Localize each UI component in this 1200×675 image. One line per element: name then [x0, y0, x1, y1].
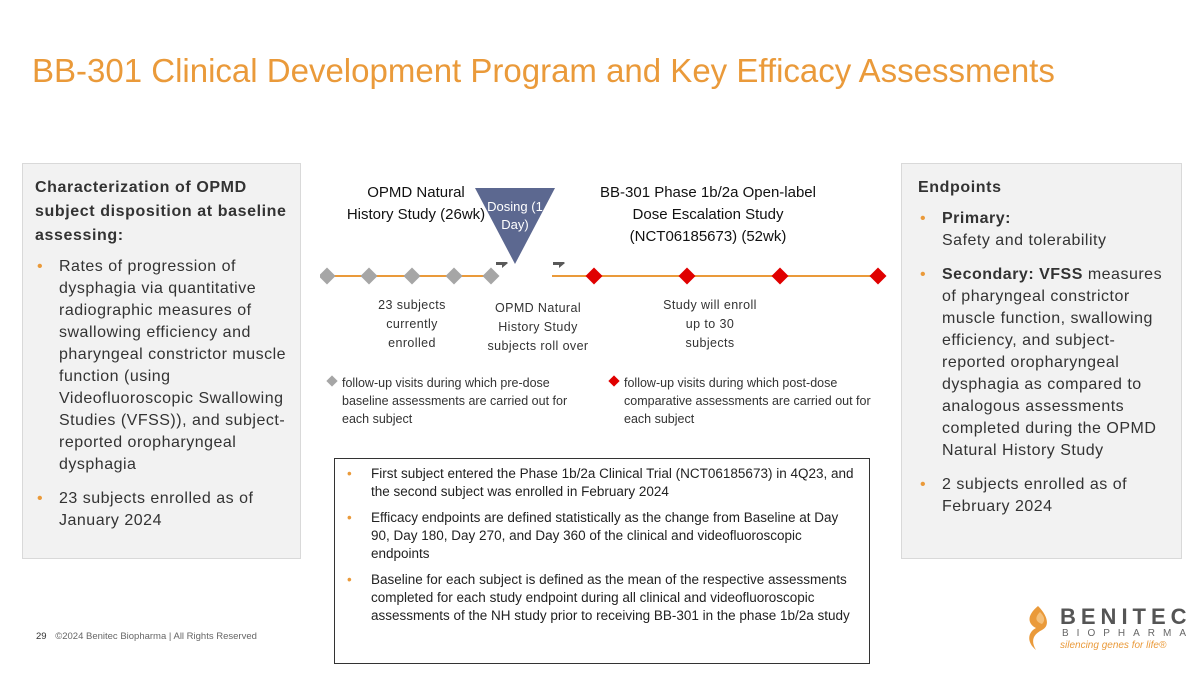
- bullet-icon: •: [37, 258, 44, 275]
- pre-dose-marker: [361, 268, 378, 285]
- timeline: [320, 262, 890, 294]
- post-dose-marker: [586, 268, 603, 285]
- legend-pre-dose: follow-up visits during which pre-dose baseline assessments are carried out for each subject: [334, 374, 594, 428]
- bullet-icon: •: [920, 210, 927, 227]
- gray-diamond-icon: [326, 375, 338, 387]
- bullet-icon: •: [920, 476, 927, 493]
- pre-dose-marker: [446, 268, 463, 285]
- copyright: ©2024 Benitec Biopharma | All Rights Reserved: [55, 631, 257, 642]
- bullet-icon: •: [347, 572, 352, 587]
- list-item: • First subject entered the Phase 1b/2a Clinical Trial (NCT06185673) in 4Q23, and the second subject was enrolled in February 2024: [347, 466, 854, 499]
- logo-name: BENITEC: [1060, 604, 1192, 629]
- pre-dose-marker: [483, 268, 500, 285]
- notes-box: [334, 458, 870, 664]
- pre-dose-marker: [404, 268, 421, 285]
- list-item: • 23 subjects enrolled as of January 2024: [37, 490, 254, 529]
- list-item: • Efficacy endpoints are defined statistically as the change from Baseline at Day 90, Day 180, Day 270, and Day 360 of the clinical and videofluoroscopic endpoints: [347, 510, 839, 561]
- arrow-icons: [496, 262, 565, 268]
- benitec-logo: [1018, 604, 1195, 654]
- page-title: BB-301 Clinical Development Program and Key Efficacy Assessments: [32, 52, 1055, 89]
- bullet-icon: •: [347, 466, 352, 481]
- legend-post-dose: follow-up visits during which post-dose comparative assessments are carried out for each subject: [616, 374, 878, 428]
- baseline-characterization-panel: [22, 163, 301, 559]
- bb301-study-title: BB-301 Phase 1b/2a Open-label Dose Escalation Study (NCT06185673) (52wk): [600, 184, 816, 245]
- dosing-label: Dosing (1 Day): [487, 199, 543, 232]
- opmd-study-title: OPMD Natural History Study (26wk): [346, 184, 486, 223]
- logo-subtitle: BIOPHARMA: [1062, 628, 1195, 639]
- arrow-right-icon: [496, 262, 508, 268]
- list-item: • Baseline for each subject is defined as the mean of the respective assessments completed for each study endpoint during all clinical and videofluoroscopic assessments of the NH study prior to receiving BB-301 in the phase 1b/2a study: [347, 572, 850, 623]
- enrolled-label: 23 subjects currently enrolled: [378, 298, 446, 350]
- footer: [36, 631, 257, 642]
- list-item: • Rates of progression of dysphagia via quantitative radiographic measures of swallowing efficiency and pharyngeal constrictor muscle function (using Videofluoroscopic Swallowing Studies (VFSS)), and subject-reported oropharyngeal dysphagia: [37, 258, 287, 473]
- rollover-label: OPMD Natural History Study subjects roll over: [487, 301, 589, 353]
- post-dose-marker: [870, 268, 887, 285]
- left-panel-heading: Characterization of OPMD subject disposition at baseline assessing:: [35, 179, 287, 244]
- list-item: • 2 subjects enrolled as of February 2024: [920, 476, 1128, 515]
- list-item: • Primary: Safety and tolerability: [920, 210, 1107, 249]
- logo-tagline: silencing genes for life®: [1060, 640, 1167, 651]
- flame-logo-icon: [1020, 604, 1054, 652]
- enroll-up-label: Study will enroll up to 30 subjects: [663, 298, 757, 350]
- page-number: 29: [36, 631, 47, 642]
- endpoints-heading: Endpoints: [918, 179, 1002, 196]
- bullet-icon: •: [347, 510, 352, 525]
- post-dose-marker: [679, 268, 696, 285]
- bullet-icon: •: [37, 490, 44, 507]
- list-item: • Secondary: VFSS measures of pharyngeal constrictor muscle function, swallowing efficiency, and subject-reported oropharyngeal dysphagia as compared to analogous assessments completed during the OPMD Natural History Study: [920, 266, 1163, 459]
- red-diamond-icon: [608, 375, 620, 387]
- arrow-right-icon: [553, 262, 565, 268]
- pre-dose-marker: [320, 268, 335, 285]
- endpoints-panel: [901, 163, 1182, 559]
- bullet-icon: •: [920, 266, 927, 283]
- post-dose-marker: [772, 268, 789, 285]
